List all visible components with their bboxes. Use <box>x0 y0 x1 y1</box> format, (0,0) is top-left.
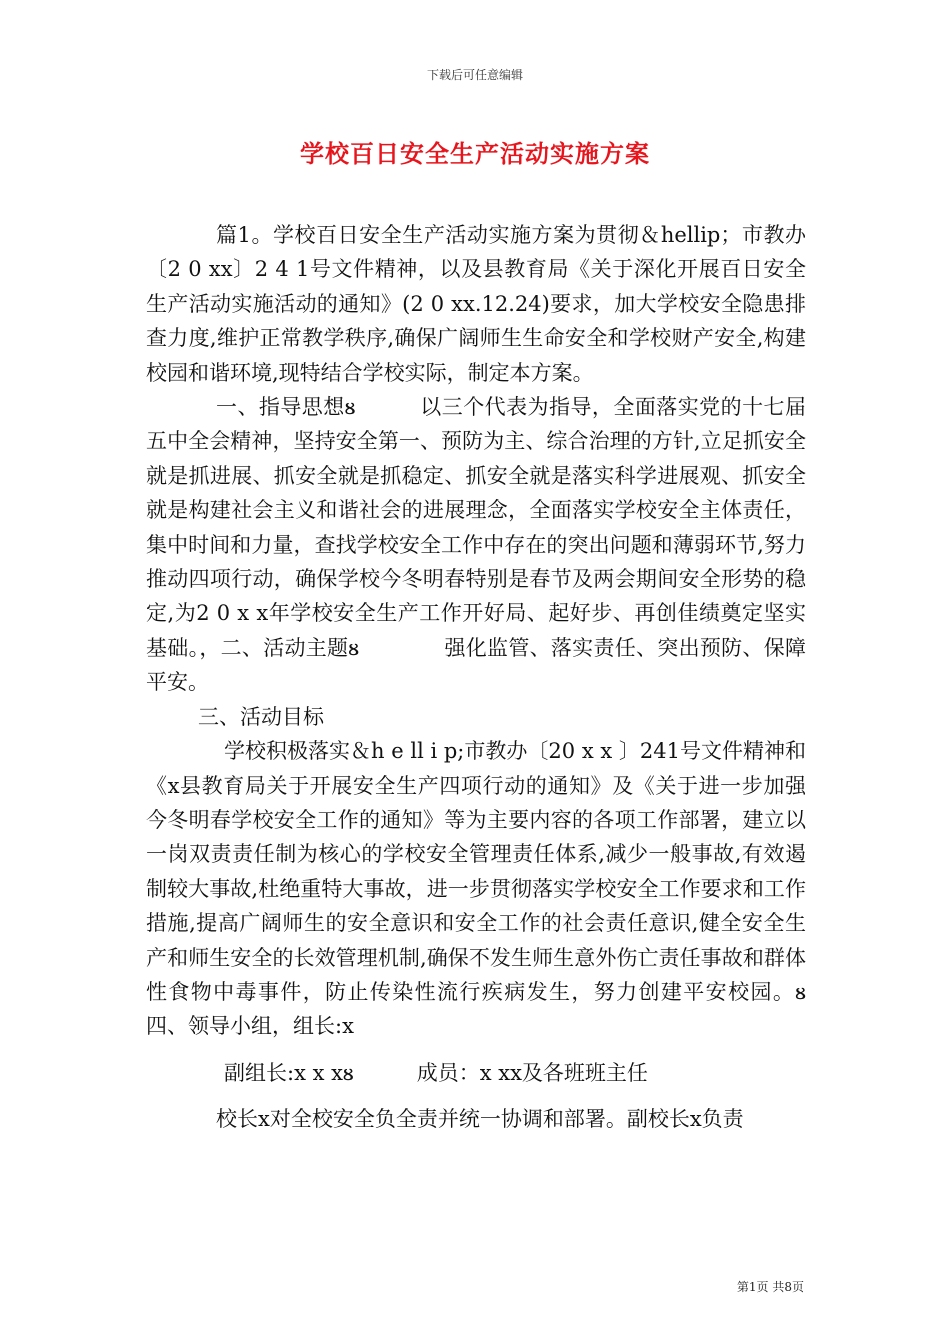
document-body <box>146 218 890 1137</box>
section-heading-goals: 三、活动目标 <box>198 704 324 729</box>
document-title: 学校百日安全生产活动实施方案 <box>300 139 650 168</box>
paragraph-intro: 篇1。学校百日安全生产活动实施方案为贯彻＆hellip；市教办〔2 0 xx〕2 4 1号文件精神，以及县教育局《关于深化开展百日安全生产活动实施活动的通知》(2 0 xx.12.24)要求，加大学校安全隐患排查力度,维护正常教学秩序,确保广阔师生生命安全和学校财产安全,构建校园和谐环境,现特结合学校实际，制定本方案。 <box>146 223 806 385</box>
page-header: 下载后可任意编辑 <box>426 68 523 82</box>
page-number: 第1页 共8页 <box>736 1280 804 1294</box>
paragraph-goals: 学校积极落实＆h e ll i p;市教办〔20 x x 〕241号文件精神和《x县教育局关于开展安全生产四项行动的通知》及《关于进一步加强今冬明春学校安全工作的通知》等为主要内容的各项工作部署，建立以一岗双责责任制为核心的学校安全管理责任体系,减少一般事故,有效遏制较大事故,杜绝重特大事故，进一步贯彻落实学校安全工作要求和工作措施,提高广阔师生的安全意识和安全工作的社会责任意识,健全安全生产和师生安全的长效管理机制,确保不发生师生意外伤亡责任事故和群体性食物中毒事件，防止传染性流行疾病发生，努力创建平安校园。ᴕ 四、领导小组，组长:x <box>146 739 890 1039</box>
paragraph-guiding-thought: 一、指导思想ᴕ 以三个代表为指导，全面落实党的十七届五中全会精神，坚持安全第一、预防为主、综合治理的方针,立足抓安全就是抓进展、抓安全就是抓稳定、抓安全就是落实科学进展观、抓安全就是构建社会主义和谐社会的进展理念，全面落实学校安全主体责任，集中时间和力量，查找学校安全工作中存在的突出问题和薄弱环节,努力推动四项行动，确保学校今冬明春特别是春节及两会期间安全形势的稳定,为2 0 x x年学校安全生产工作开好局、起好步、再创佳绩奠定坚实基础。，二、活动主题ᴕ 强化监管、落实责任、突出预防、保障平安。 <box>146 395 806 695</box>
paragraph-principal: 校长x对全校安全负全责并统一协调和部署。副校长x负责 <box>216 1107 744 1132</box>
paragraph-members: 副组长:x x xᴕ 成员：x xx及各班班主任 <box>224 1060 648 1085</box>
